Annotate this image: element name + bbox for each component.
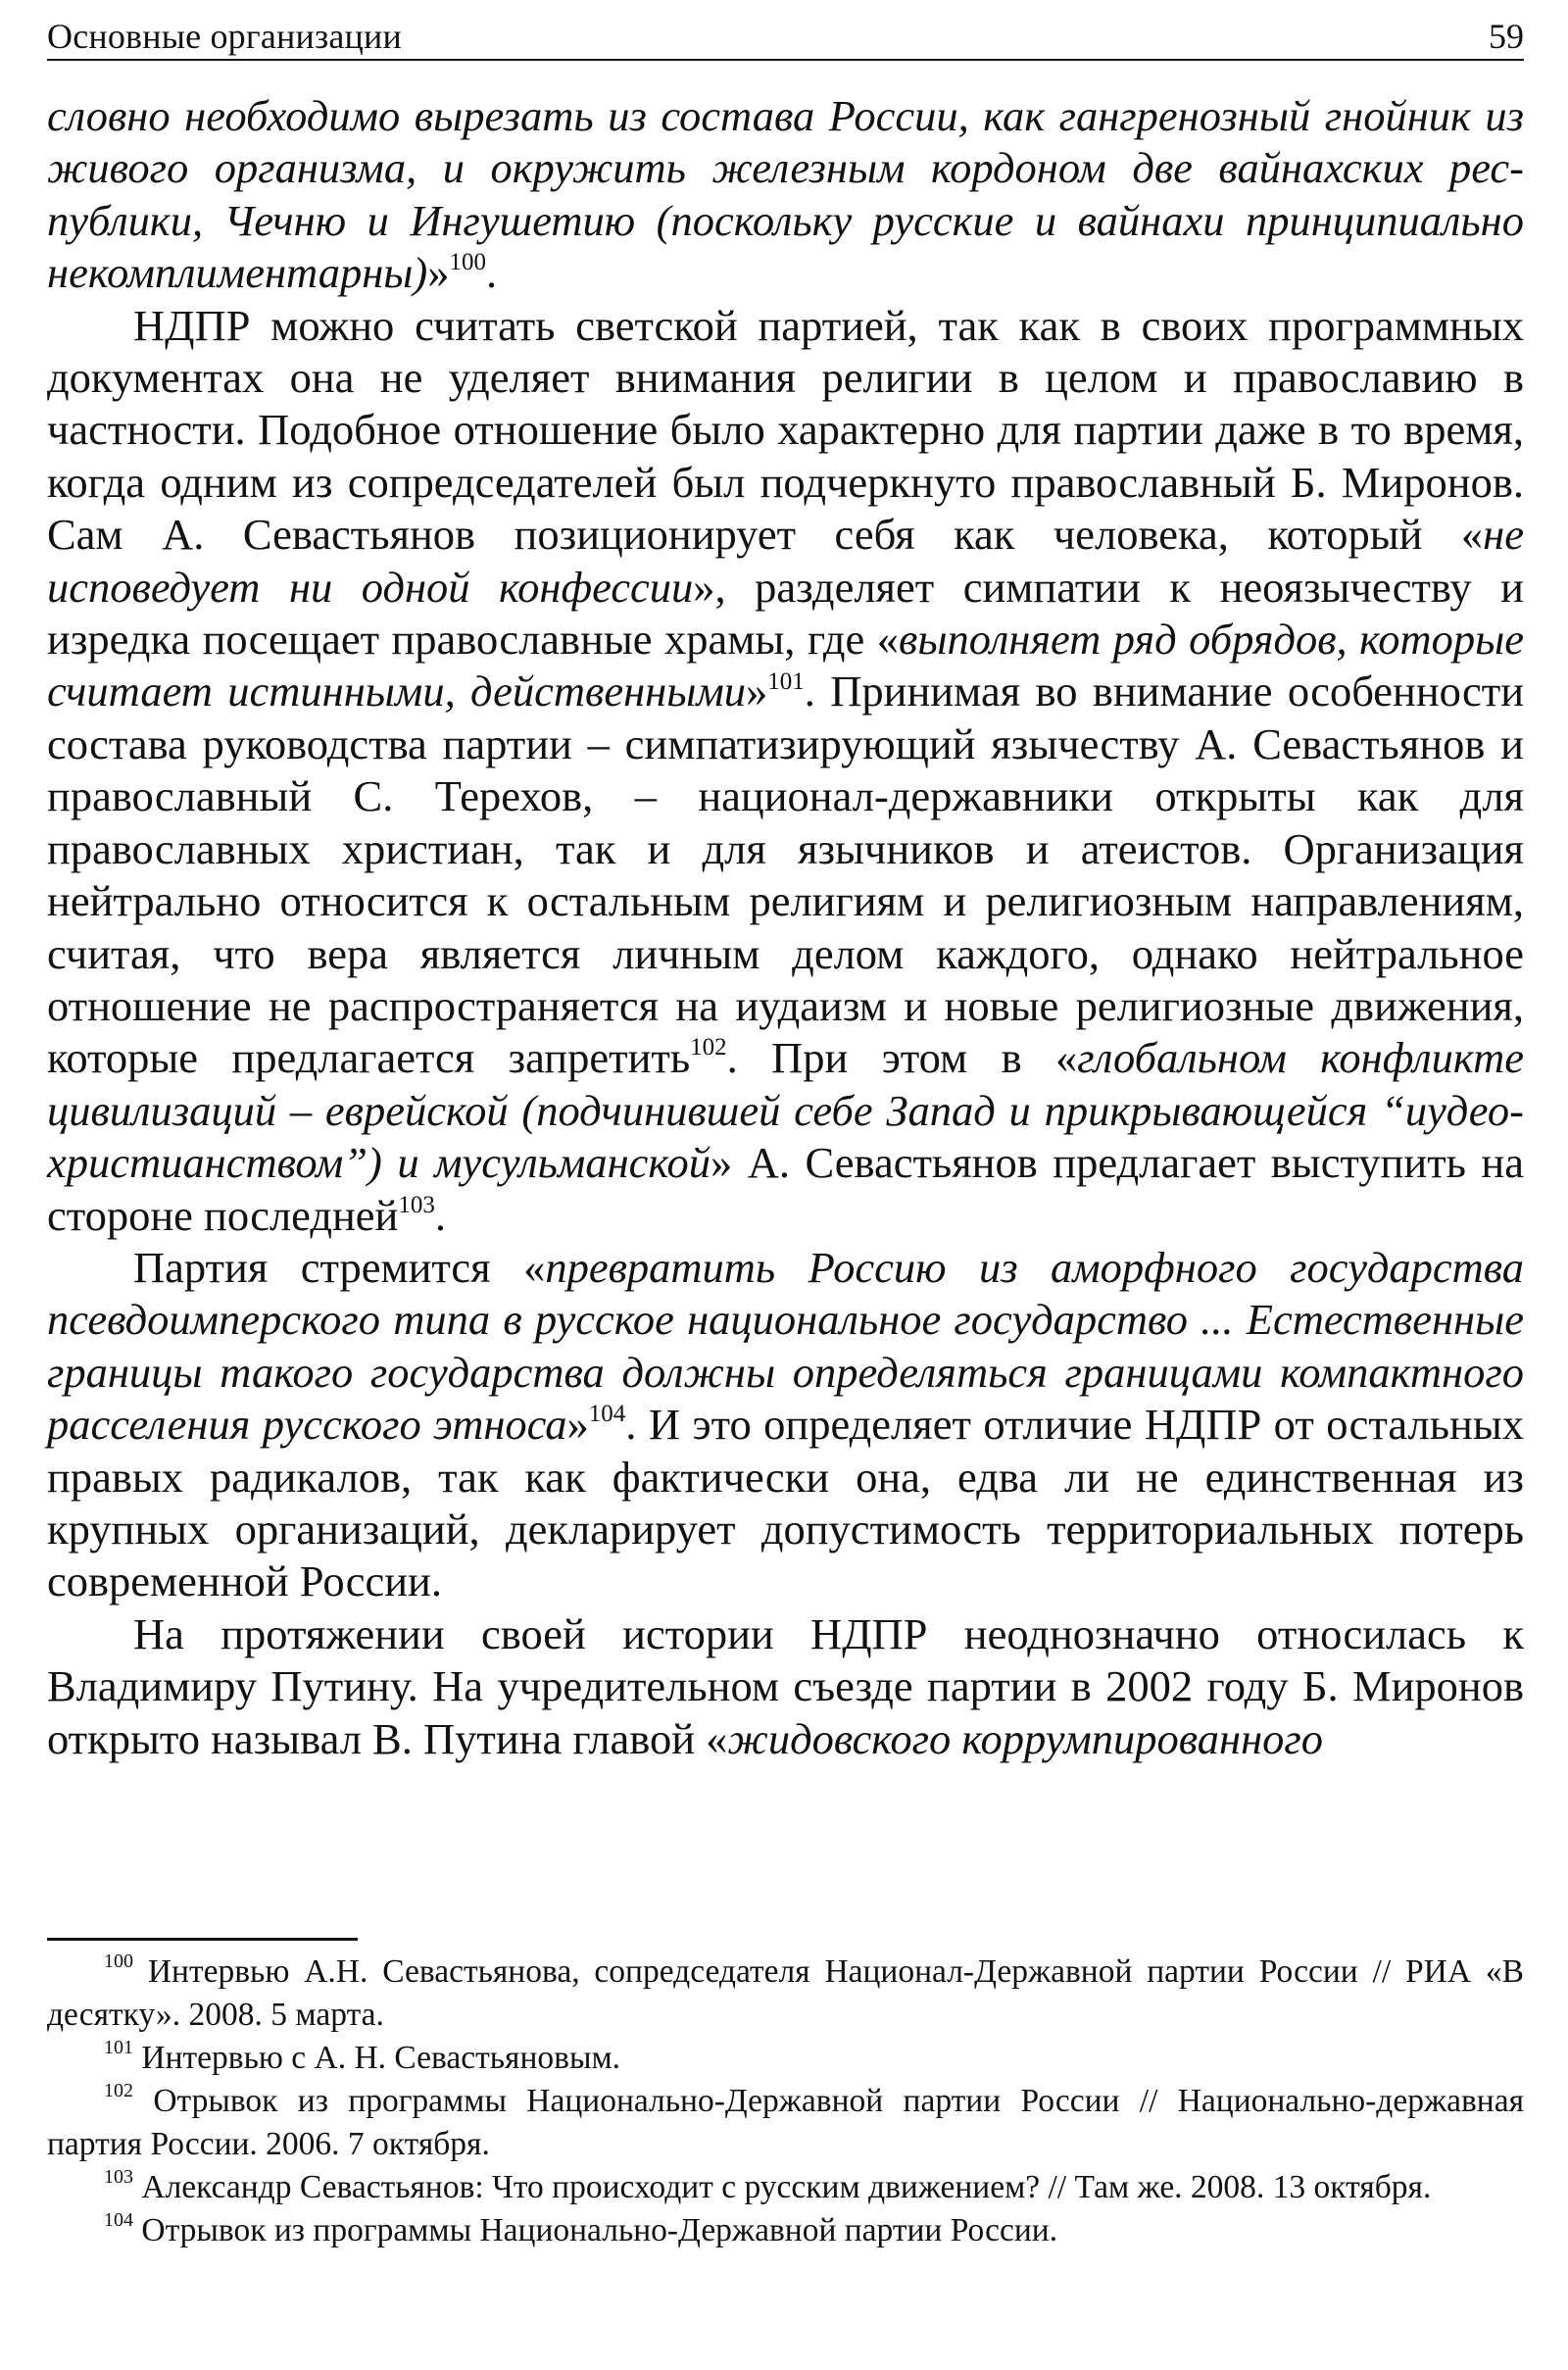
quotation: выполняет ряд обрядов, которые считает истинными, действенными [47, 615, 1524, 716]
quotation: глобальном конфликте цивилизаций – еврейской (подчинившей себе Запад и прикрывающейся “иудео-христианством”) и мусульманской [47, 1033, 1524, 1188]
text-run: . [486, 248, 498, 298]
footnote-text: Александр Севастьянов: Что происходит с русским движением? // Там же. 2008. 13 октября. [133, 2169, 1432, 2205]
text-run: » [746, 667, 768, 716]
text-run: » [427, 248, 450, 298]
footnote-number: 100 [104, 1950, 133, 1972]
footnote [47, 2080, 1524, 2166]
footnote-ref: 101 [767, 667, 805, 695]
footnote-ref: 103 [398, 1191, 435, 1218]
quotation: превратить Россию из аморфного государства псевдоимперского типа в русское национальное государство ... Естественные границы такого государства должны определяться границами компактного расселения русского этноса [47, 1242, 1524, 1450]
footnote [47, 2209, 1524, 2252]
text-run: » [566, 1400, 589, 1450]
main-text [47, 90, 1524, 1765]
text-run: » А. Севастьянов предлагает выступить на стороне последней [47, 1138, 1525, 1240]
footnote-text: Интервью А.Н. Севастьянова, сопредседателя Национал-Державной партии России // РИА «В десятку». 2008. 5 марта. [47, 1953, 1524, 2033]
footnote-text: Интервью с А. Н. Севастьяновым. [133, 2040, 621, 2076]
running-head [47, 10, 1524, 61]
footnote-number: 104 [104, 2208, 133, 2231]
book-page [47, 0, 1524, 2370]
running-title: Основные организации [47, 17, 402, 56]
footnote-number: 103 [104, 2165, 133, 2188]
paragraph [47, 1242, 1524, 1608]
quotation: не исповедует ни одной конфессии [47, 510, 1524, 612]
text-run: НДПР можно считать светской партией, так как в своих программных документах она не уделяет внимания религии в целом и православию в частности. Подобное отношение было характерно для партии даже в то время, когда одним из сопредседателей был подчеркнуто православный Б. Миронов. Сам А. Севастьянов позиционирует себя как человека, который « [47, 300, 1524, 560]
text-run: . И это определяет отличие НДПР от остальных правых радикалов, так как фактически она, едва ли не единственная из крупных организаций, декларирует допустимость территориальных потерь современной России. [47, 1400, 1524, 1606]
footnote-ref: 100 [449, 249, 486, 276]
footnote-separator [47, 1938, 358, 1941]
text-run: Партия стремится « [133, 1242, 546, 1292]
paragraph [47, 1608, 1524, 1765]
text-run: На протяжении своей истории НДПР неоднозначно относилась к Владимиру Путину. На учредительном съезде партии в 2002 году Б. Миронов открыто называл В. Путина главой « [47, 1608, 1524, 1763]
footnote [47, 2166, 1524, 2209]
paragraph [47, 90, 1524, 300]
text-run: . При этом в « [726, 1033, 1078, 1083]
text-run: », разделяет симпатии к неоязычеству и изредка посещает православные храмы, где « [47, 562, 1524, 665]
footnote-ref: 102 [690, 1034, 727, 1062]
text-run: . [434, 1190, 446, 1240]
footnote-number: 101 [104, 2036, 133, 2058]
quotation: жидовского коррумпированного [727, 1713, 1324, 1763]
text-run: . Принимая во внимание особенности состава руководства партии – симпатизирующий язычеству А. Севастьянов и православный С. Терехов, – национал-державники открыты как для православных христиан, так и для язычников и атеистов. Организация нейтрально относится к остальным религиям и религиозным направлениям, считая, что вера является личным делом каждого, однако нейтральное отношение не распространяется на иудаизм и новые религиозные движения, которые предлагается запретить [47, 667, 1525, 1083]
quotation: словно необходимо вырезать из состава России, как гангренозный гнойник из живого организма, и окружить железным кордоном две вайнахских республики, Чечню и Ингушетию (поскольку русские и вайнахи принципиально некомплиментарны) [47, 91, 1524, 298]
footnote [47, 2037, 1524, 2080]
footnote-text: Отрывок из программы Национально-Державной партии России // Национально-державная партия России. 2006. 7 октября. [47, 2083, 1524, 2162]
paragraph [47, 300, 1524, 1242]
footnote [47, 1950, 1524, 2037]
page-number: 59 [1489, 17, 1524, 56]
footnote-number: 102 [104, 2079, 133, 2101]
footnotes [47, 1950, 1524, 2252]
footnote-text: Отрывок из программы Национально-Державной партии России. [133, 2212, 1058, 2248]
footnote-ref: 104 [588, 1401, 626, 1428]
